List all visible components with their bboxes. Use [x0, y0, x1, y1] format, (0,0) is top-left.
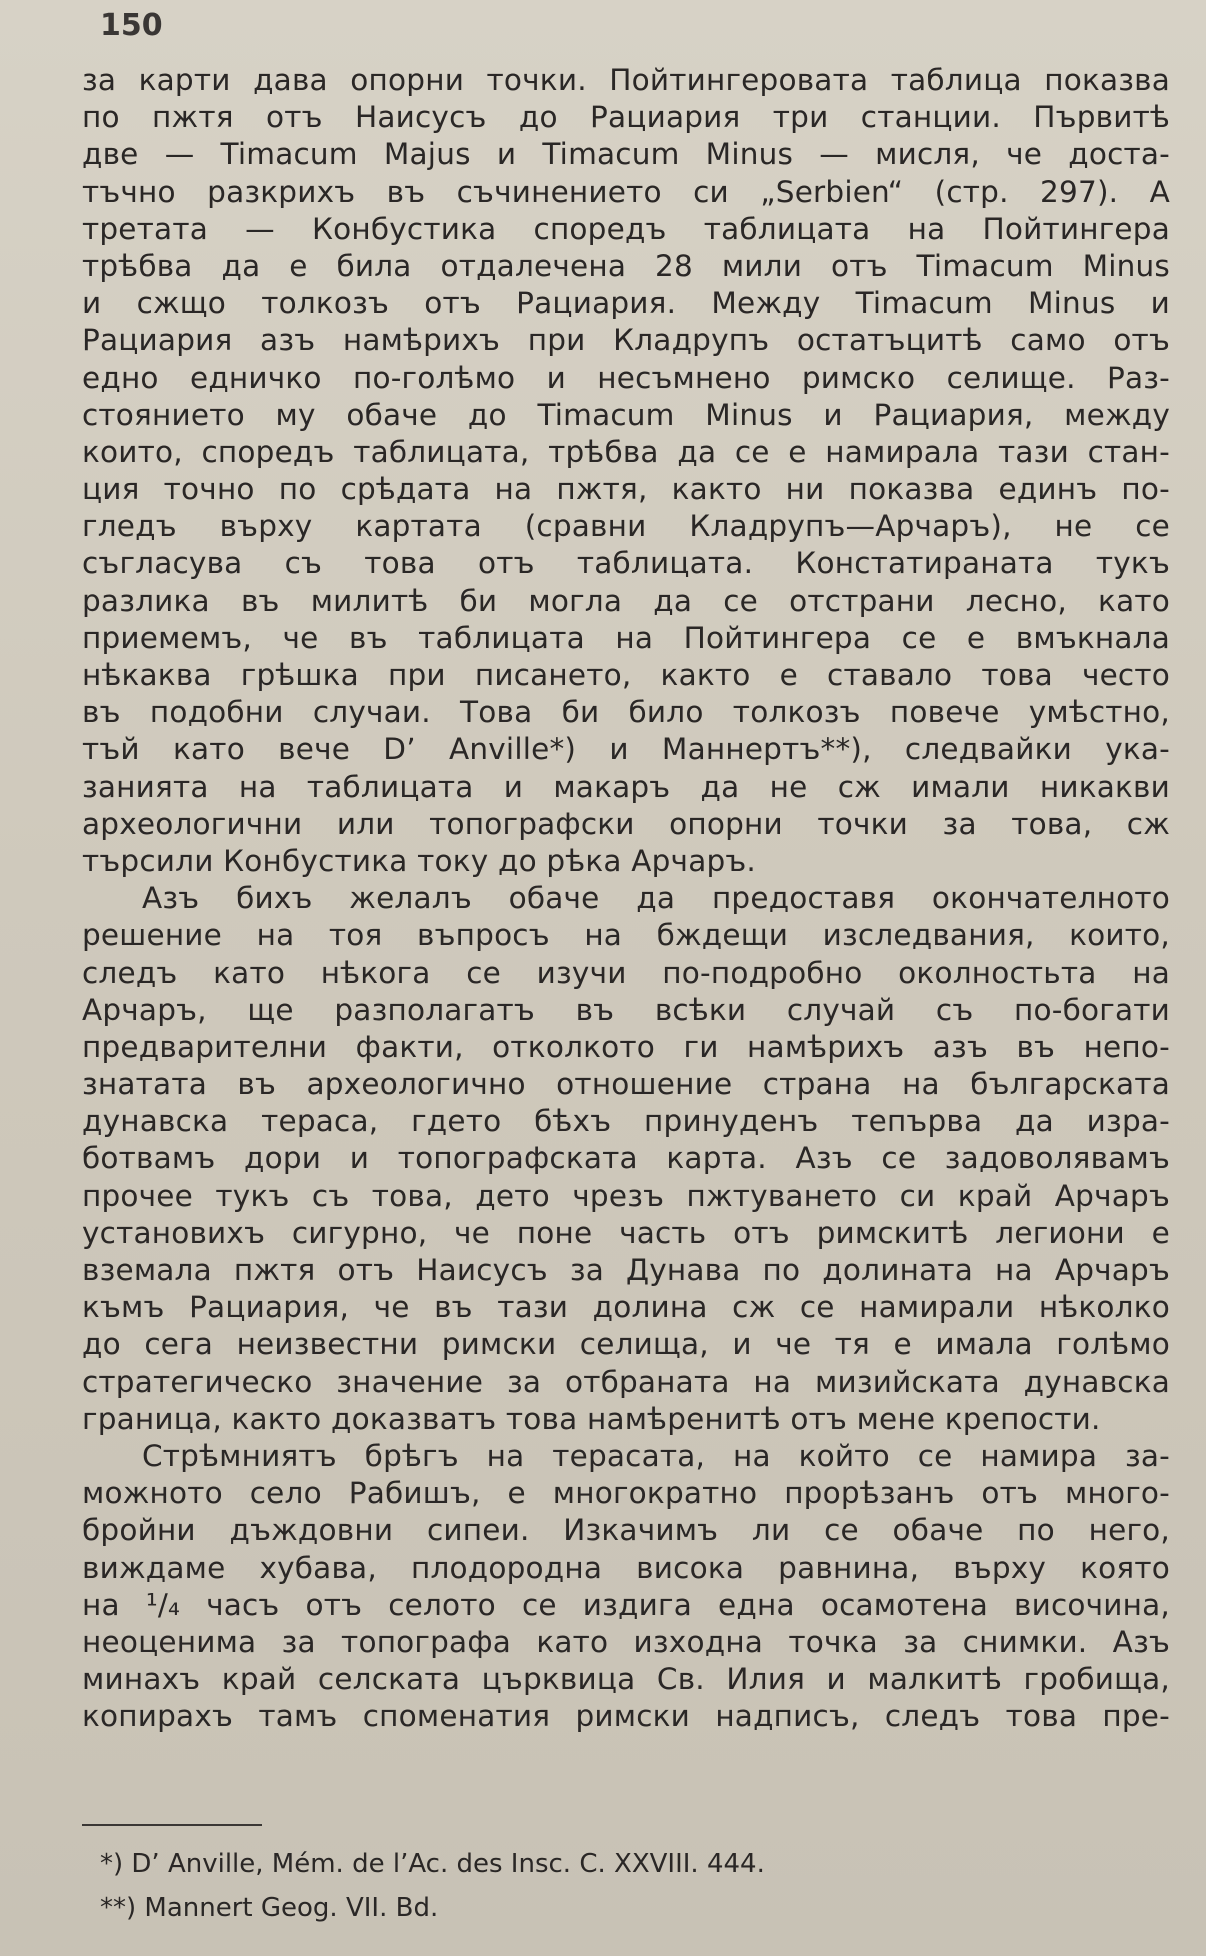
footnote: *) D’ Anville, Mém. de l’Ac. des Insc. C. XXVIII. 444.: [100, 1849, 765, 1879]
footnote: **) Mannert Geog. VII. Bd.: [100, 1893, 439, 1923]
text-line: неоценима за топографа като изходна точка за снимки. Азъ: [82, 1624, 1170, 1659]
text-line: дунавска тераса, гдето бѣхъ принуденъ тепърва да изра-: [82, 1104, 1170, 1139]
text-line: стратегическо значение за отбраната на мизийската дунавска: [82, 1364, 1170, 1399]
text-line: и сжщо толкозъ отъ Рациария. Между Timacum Minus и: [82, 286, 1170, 321]
text-line: третата — Конбустика споредъ таблицата на Пойтингера: [82, 211, 1170, 246]
text-line: следъ като нѣкога се изучи по-подробно околностьта на: [82, 955, 1170, 990]
text-line: вземала пжтя отъ Наисусъ за Дунава по долината на Арчаръ: [82, 1253, 1170, 1287]
text-line: можното село Рабишъ, е многократно прорѣзанъ отъ много-: [82, 1476, 1170, 1511]
text-line: предварителни факти, отколкото ги намѣрихъ азъ въ непо-: [82, 1029, 1170, 1064]
text-line: прочее тукъ съ това, дето чрезъ пжтуването си край Арчаръ: [82, 1178, 1170, 1213]
text-line: съгласува съ това отъ таблицата. Констатираната тукъ: [82, 546, 1170, 581]
text-line: копирахъ тамъ споменатия римски надписъ, следъ това пре-: [82, 1699, 1170, 1734]
text-line: Азъ бихъ желалъ обаче да предоставя окончателното: [142, 881, 1170, 916]
text-line: решение на тоя въпросъ на бждещи изследвания, които,: [82, 918, 1170, 953]
text-line: въ подобни случаи. Това би било толкозъ повече умѣстно,: [82, 695, 1170, 730]
text-line: едно едничко по-голѣмо и несъмнено римско селище. Раз-: [82, 360, 1170, 395]
text-line: граница, както доказватъ това намѣренитѣ отъ мене крепости.: [82, 1401, 1101, 1436]
text-line: приемемъ, че въ таблицата на Пойтингера се е вмъкнала: [82, 620, 1170, 655]
text-line: Стрѣмниятъ брѣгъ на терасата, на който се намира за-: [142, 1438, 1170, 1473]
text-line: на ¹/₄ часъ отъ селото се издига една осамотена височина,: [82, 1587, 1170, 1622]
text-line: трѣбва да е била отдалечена 28 мили отъ Timacum Minus: [82, 248, 1170, 283]
body-text: [82, 62, 1170, 1735]
text-line: занията на таблицата и макаръ да не сж имали никакви: [82, 769, 1170, 804]
text-line: археологични или топографски опорни точки за това, сж: [82, 806, 1170, 841]
text-line: виждаме хубава, плодородна висока равнина, върху която: [82, 1550, 1170, 1585]
text-line: къмъ Рациария, че въ тази долина сж се намирали нѣколко: [82, 1290, 1170, 1325]
text-line: установихъ сигурно, че поне часть отъ римскитѣ легиони е: [82, 1215, 1170, 1250]
text-line: минахъ край селската църквица Св. Илия и малкитѣ гробища,: [82, 1662, 1170, 1697]
text-line: гледъ върху картата (сравни Кладрупъ—Арчаръ), не се: [82, 509, 1170, 544]
footnotes: [100, 1842, 1000, 1930]
text-line: за карти дава опорни точки. Пойтингеровата таблица показва: [82, 63, 1170, 97]
text-line: които, споредъ таблицата, трѣбва да се е намирала тази стан-: [82, 434, 1170, 469]
page-number: 150: [100, 8, 163, 43]
text-line: Арчаръ, ще разполагатъ въ всѣки случай съ по-богати: [82, 992, 1170, 1027]
text-line: тъчно разкрихъ въ съчинението си „Serbien“ (стр. 297). А: [82, 174, 1170, 209]
text-line: две — Timacum Majus и Timacum Minus — мисля, че доста-: [82, 137, 1170, 172]
text-line: ция точно по срѣдата на пжтя, както ни показва единъ по-: [82, 472, 1170, 507]
text-line: тъй като вече D’ Anville*) и Маннертъ**), следвайки ука-: [82, 732, 1170, 767]
text-line: стоянието му обаче до Timacum Minus и Рациария, между: [82, 397, 1170, 432]
text-line: ботвамъ дори и топографската карта. Азъ се задоволявамъ: [82, 1141, 1170, 1176]
text-line: знатата въ археологично отношение страна на българската: [82, 1067, 1170, 1102]
footnote-divider: [82, 1824, 262, 1826]
text-line: бройни дъждовни сипеи. Изкачимъ ли се обаче по него,: [82, 1513, 1170, 1548]
text-line: по пжтя отъ Наисусъ до Рациария три станции. Първитѣ: [82, 100, 1170, 135]
text-line: търсили Конбустика току до рѣка Арчаръ.: [82, 843, 757, 878]
text-line: разлика въ милитѣ би могла да се отстрани лесно, като: [82, 583, 1170, 618]
text-line: Рациария азъ намѣрихъ при Кладрупъ остатъцитѣ само отъ: [82, 323, 1170, 358]
text-line: нѣкаква грѣшка при писането, както е ставало това често: [82, 658, 1170, 692]
text-line: до сега неизвестни римски селища, и че тя е имала голѣмо: [82, 1327, 1170, 1362]
